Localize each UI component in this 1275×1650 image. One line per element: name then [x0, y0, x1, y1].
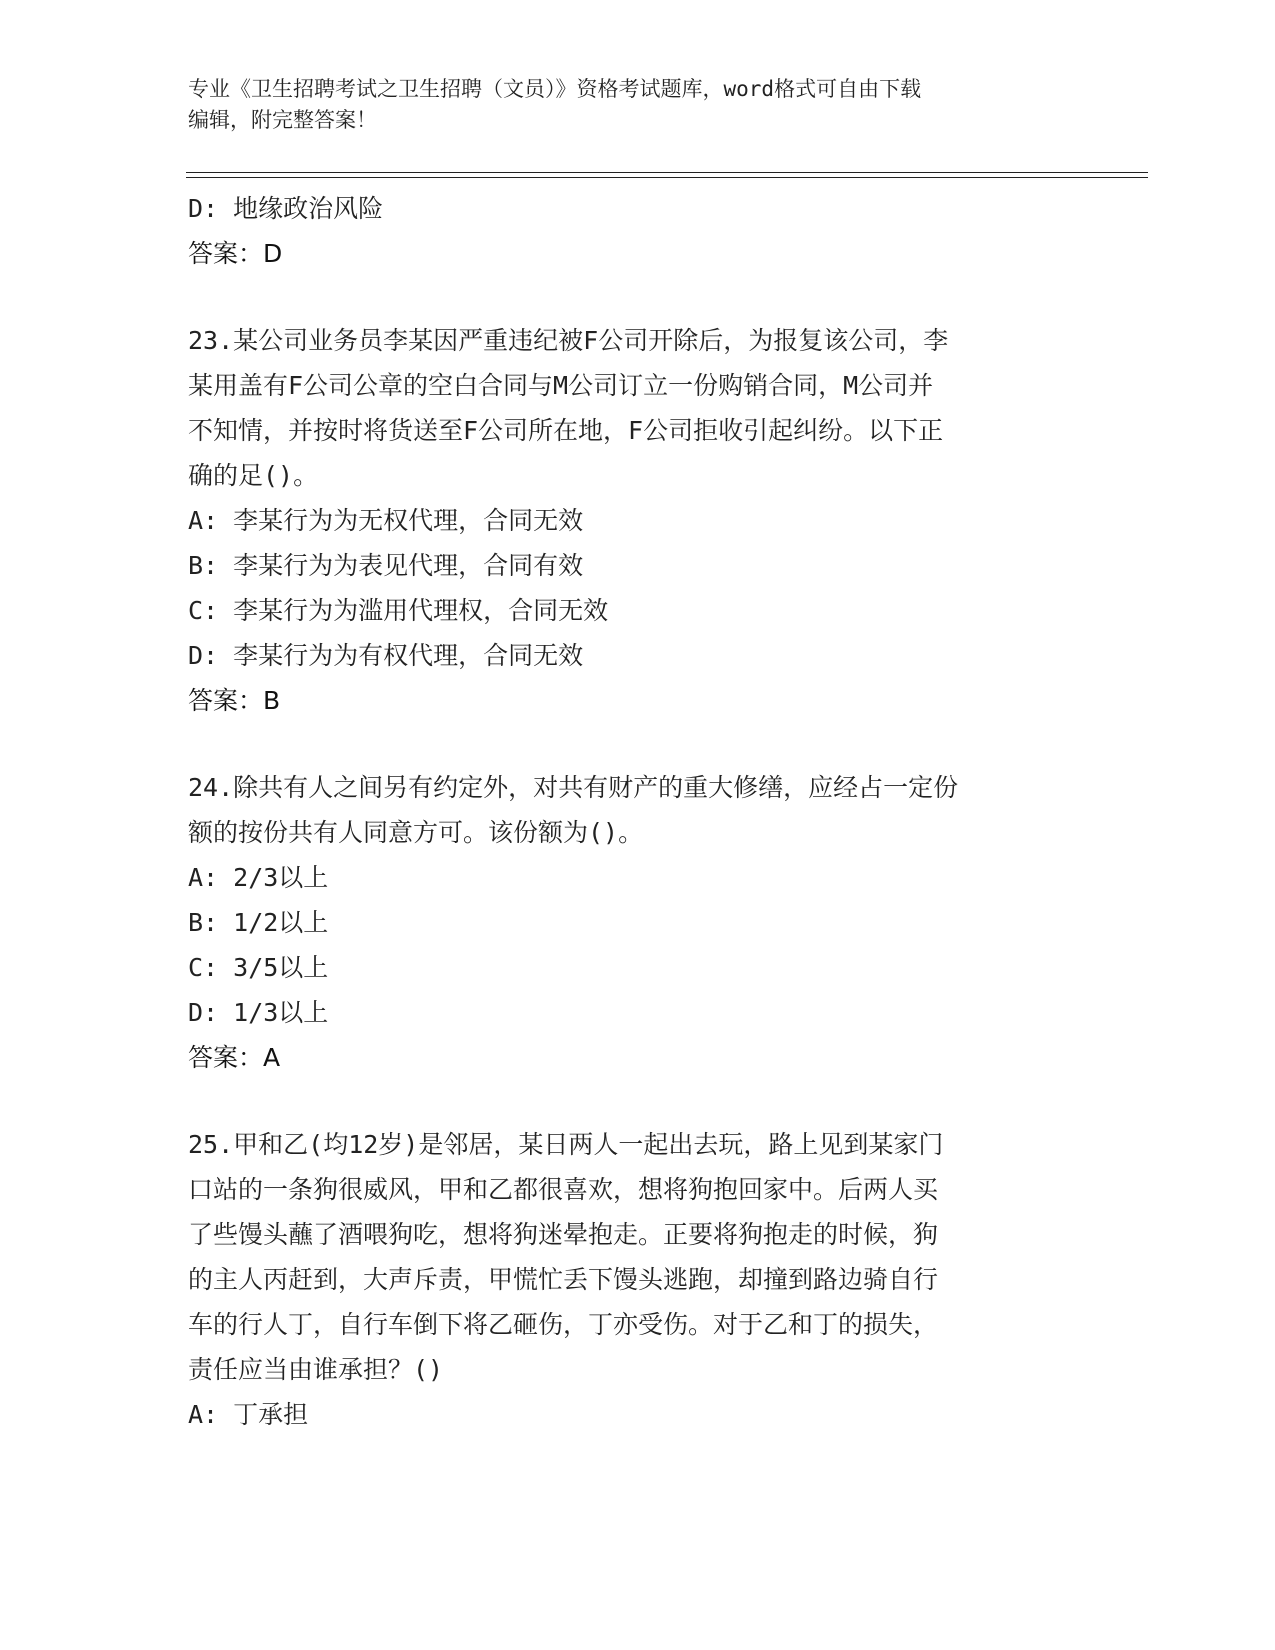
stem-line: 24.除共有人之间另有约定外，对共有财产的重大修缮，应经占一定份: [188, 773, 959, 802]
question-24-option-d: D: 1/3以上: [188, 998, 329, 1027]
question-24-option-a: A: 2/3以上: [188, 863, 329, 892]
stem-line: 某用盖有F公司公章的空白合同与M公司订立一份购销合同，M公司并: [188, 371, 934, 400]
header-rule-top: [186, 172, 1148, 173]
question-list: [188, 186, 1088, 1437]
question-23-stem: [188, 318, 1088, 498]
question-25-stem: [188, 1122, 1088, 1392]
prev-answer: 答案：D: [188, 239, 283, 268]
stem-line: 了些馒头蘸了酒喂狗吃，想将狗迷晕抱走。正要将狗抱走的时候，狗: [188, 1220, 939, 1249]
stem-line: 23.某公司业务员李某因严重违纪被F公司开除后，为报复该公司，李: [188, 326, 949, 355]
question-23-option-a: A: 李某行为为无权代理，合同无效: [188, 506, 584, 535]
question-24-stem: [188, 765, 1088, 855]
question-24-option-c: C: 3/5以上: [188, 953, 329, 982]
question-25-option-a: A: 丁承担: [188, 1400, 309, 1429]
stem-line: 不知情，并按时将货送至F公司所在地，F公司拒收引起纠纷。以下正: [188, 416, 944, 445]
question-24-option-b: B: 1/2以上: [188, 908, 329, 937]
stem-line: 责任应当由谁承担？(): [188, 1355, 444, 1384]
question-24: [188, 765, 1088, 1080]
stem-line: 额的按份共有人同意方可。该份额为()。: [188, 818, 644, 847]
question-23: [188, 318, 1088, 723]
question-23-option-b: B: 李某行为为表见代理，合同有效: [188, 551, 584, 580]
stem-line: 确的足()。: [188, 461, 319, 490]
stem-line: 车的行人丁，自行车倒下将乙砸伤，丁亦受伤。对于乙和丁的损失，: [188, 1310, 939, 1339]
question-24-answer: 答案：A: [188, 1043, 281, 1072]
stem-line: 25.甲和乙(均12岁)是邻居，某日两人一起出去玩，路上见到某家门: [188, 1130, 944, 1159]
question-25: [188, 1122, 1088, 1437]
question-23-option-c: C: 李某行为为滥用代理权，合同无效: [188, 596, 609, 625]
prev-option-d: D: 地缘政治风险: [188, 194, 384, 223]
question-23-option-d: D: 李某行为为有权代理，合同无效: [188, 641, 584, 670]
stem-line: 的主人丙赶到，大声斥责，甲慌忙丢下馒头逃跑，却撞到路边骑自行: [188, 1265, 939, 1294]
stem-line: 口站的一条狗很威风，甲和乙都很喜欢，想将狗抱回家中。后两人买: [188, 1175, 939, 1204]
question-23-answer: 答案：B: [188, 686, 281, 715]
document-header: [188, 74, 1068, 136]
header-rule-bottom: [186, 177, 1148, 178]
header-line-2: 编辑，附完整答案！: [188, 108, 377, 132]
header-line-1: 专业《卫生招聘考试之卫生招聘（文员）》资格考试题库，word格式可自由下载: [188, 77, 922, 101]
